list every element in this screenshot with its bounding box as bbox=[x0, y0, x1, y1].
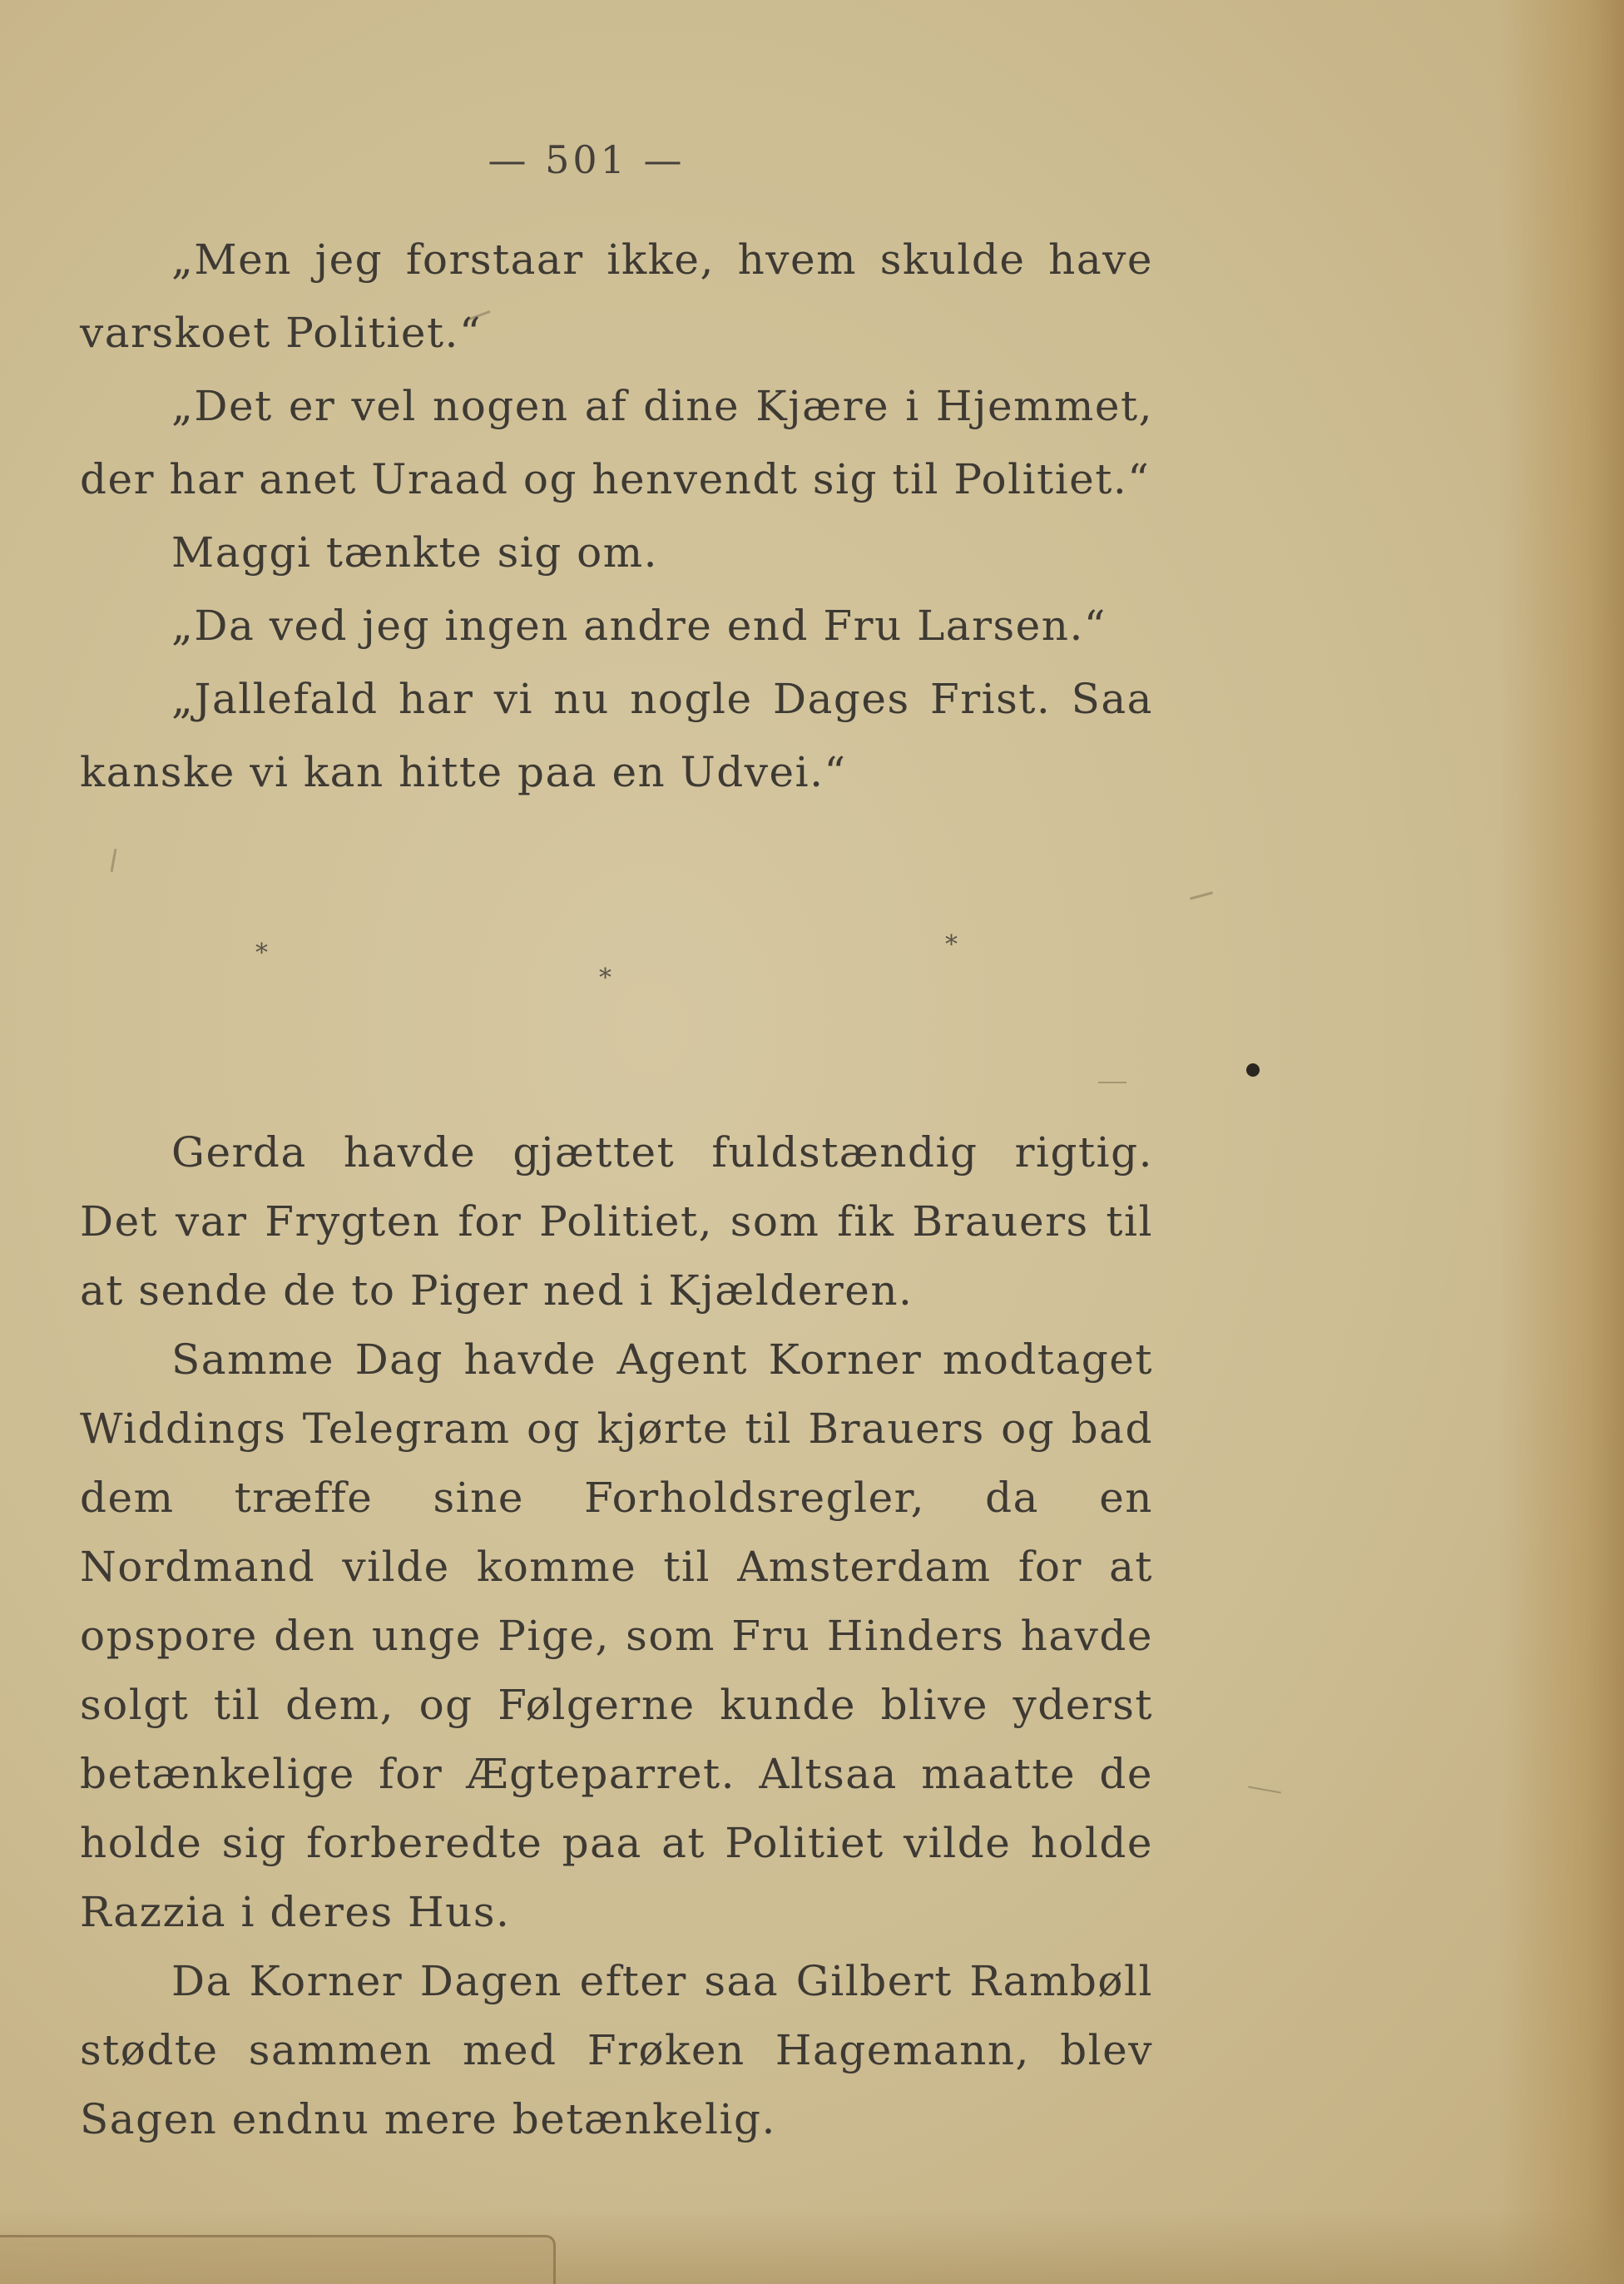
text-block-top bbox=[80, 223, 1153, 809]
paper-speck bbox=[1248, 1786, 1281, 1794]
paper-speck bbox=[111, 849, 117, 872]
paragraph: „Men jeg forstaar ikke, hvem skulde have varskoet Politiet.“ bbox=[80, 235, 1153, 357]
paragraph: „Da ved jeg ingen andre end Fru Larsen.“ bbox=[171, 602, 1107, 650]
section-break-star: * bbox=[255, 939, 268, 968]
page-edge-shadow bbox=[1499, 0, 1624, 2284]
paragraph: „Det er vel nogen af dine Kjære i Hjemmet, der har anet Uraad og henvendt sig til Politiet.“ bbox=[80, 382, 1153, 503]
paper-speck bbox=[1190, 891, 1213, 899]
page-tab-edge bbox=[0, 2235, 556, 2284]
paragraph: Da Korner Dagen efter saa Gilbert Rambøll stødte sammen med Frøken Hagemann, blev Sagen endnu mere betænkelig. bbox=[80, 1957, 1153, 2143]
paragraph: Maggi tænkte sig om. bbox=[171, 528, 659, 577]
section-break-star: * bbox=[599, 964, 611, 993]
paper-speck bbox=[1098, 1082, 1126, 1083]
section-break-star: * bbox=[945, 930, 958, 959]
text-block-bottom bbox=[80, 1118, 1153, 2154]
paragraph: Samme Dag havde Agent Korner modtaget Widdings Telegram og kjørte til Brauers og bad dem træffe sine Forholdsregler, da en Nordmand vilde komme til Amsterdam for at opspore den unge Pige, som Fru Hinders havde solgt til dem, og Følgerne kunde blive yderst betænkelige for Ægteparret. Altsaa maatte de holde sig forberedte paa at Politiet vilde holde Razzia i deres Hus. bbox=[80, 1335, 1153, 1936]
paragraph: Gerda havde gjættet fuldstændig rigtig. Det var Frygten for Politiet, som fik Brauers til at sende de to Piger ned i Kjælderen. bbox=[80, 1128, 1153, 1315]
ink-dot bbox=[1246, 1063, 1260, 1077]
paragraph: „Jallefald har vi nu nogle Dages Frist. Saa kanske vi kan hitte paa en Udvei.“ bbox=[80, 675, 1153, 796]
page-number: — 501 — bbox=[488, 137, 686, 182]
